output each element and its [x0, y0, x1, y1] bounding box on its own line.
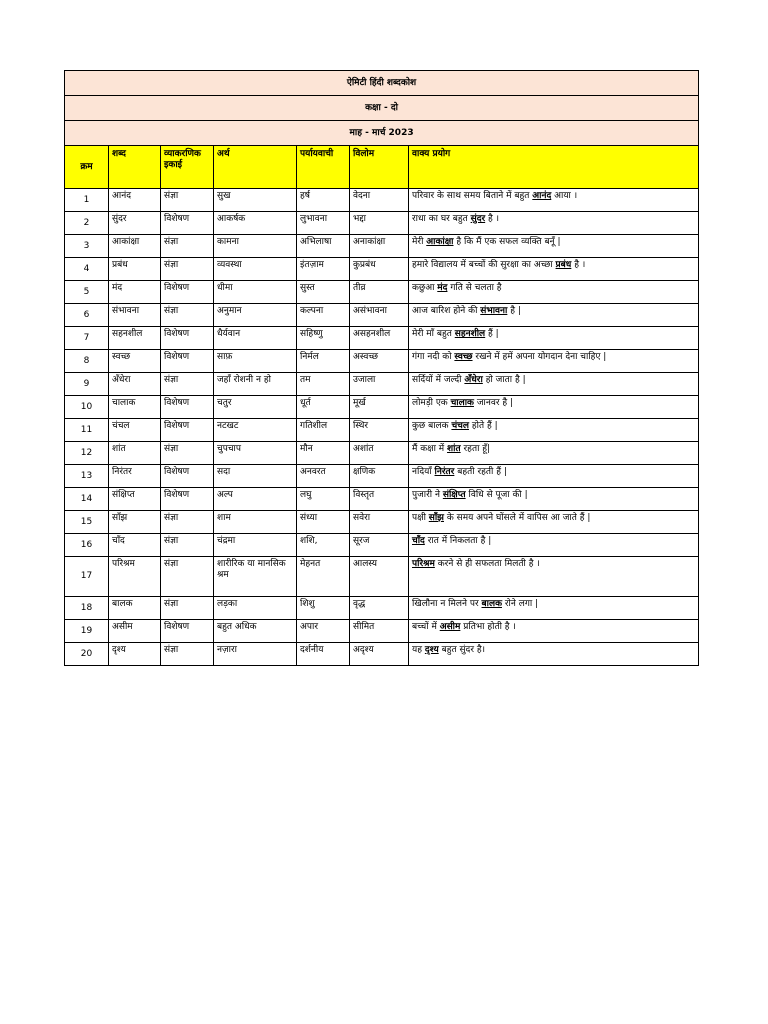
- table-row: [65, 620, 699, 643]
- sentence-text: पुजारी ने: [412, 490, 443, 500]
- grammar-unit-cell: विशेषण: [161, 212, 214, 235]
- table-row: [65, 643, 699, 666]
- serial-cell: 18: [65, 597, 109, 620]
- meaning-cell: चुपचाप: [214, 442, 297, 465]
- class-label: कक्षा - दो: [65, 96, 699, 121]
- serial-cell: 3: [65, 235, 109, 258]
- table-row: [65, 212, 699, 235]
- table-row: [65, 419, 699, 442]
- highlighted-word: संक्षिप्त: [442, 490, 466, 500]
- word-cell: आनंद: [109, 189, 161, 212]
- meaning-cell: साफ़: [214, 350, 297, 373]
- antonym-cell: वेदना: [350, 189, 409, 212]
- sentence-text: के समय अपने घोंसले में वापिस आ जाते हैं |: [444, 513, 591, 523]
- highlighted-word: चालाक: [450, 398, 474, 408]
- sentence-cell: [409, 557, 699, 597]
- header-row: [65, 146, 699, 189]
- antonym-cell: सूरज: [350, 534, 409, 557]
- word-cell: चालाक: [109, 396, 161, 419]
- table-row: [65, 327, 699, 350]
- highlighted-word: आनंद: [532, 191, 552, 201]
- sentence-text: गति से चलता है: [447, 283, 502, 293]
- grammar-unit-cell: संज्ञा: [161, 373, 214, 396]
- highlighted-word: चंचल: [451, 421, 469, 431]
- word-cell: शांत: [109, 442, 161, 465]
- highlighted-word: निरंतर: [434, 467, 455, 477]
- highlighted-word: आकांक्षा: [426, 237, 454, 247]
- word-cell: दृश्य: [109, 643, 161, 666]
- sentence-cell: [409, 212, 699, 235]
- antonym-cell: उजाला: [350, 373, 409, 396]
- sentence-text: रखने में हमें अपना योगदान देना चाहिए |: [472, 352, 607, 362]
- word-cell: अँधेरा: [109, 373, 161, 396]
- highlighted-word: दृश्य: [424, 645, 439, 655]
- grammar-unit-cell: विशेषण: [161, 419, 214, 442]
- table-row: [65, 189, 699, 212]
- grammar-unit-cell: विशेषण: [161, 488, 214, 511]
- highlighted-word: शांत: [447, 444, 461, 454]
- synonym-cell: अभिलाषा: [297, 235, 350, 258]
- sentence-text: बहती रहती हैं |: [454, 467, 507, 477]
- meaning-cell: धीमा: [214, 281, 297, 304]
- serial-cell: 14: [65, 488, 109, 511]
- sentence-text: मैं कक्षा में: [412, 444, 448, 454]
- sentence-text: हैं |: [485, 329, 499, 339]
- highlighted-word: सहनशील: [454, 329, 486, 339]
- grammar-unit-cell: संज्ञा: [161, 189, 214, 212]
- antonym-cell: आलस्य: [350, 557, 409, 597]
- sentence-cell: [409, 511, 699, 534]
- antonym-cell: विस्तृत: [350, 488, 409, 511]
- dictionary-title: ऐमिटी हिंदी शब्दकोश: [65, 71, 699, 96]
- meaning-cell: धैर्यवान: [214, 327, 297, 350]
- sentence-text: परिवार के साथ समय बिताने में बहुत: [412, 191, 533, 201]
- antonym-cell: असहनशील: [350, 327, 409, 350]
- grammar-unit-cell: संज्ञा: [161, 534, 214, 557]
- synonym-cell: लघु: [297, 488, 350, 511]
- sentence-text: होते हैं |: [468, 421, 498, 431]
- sentence-cell: [409, 258, 699, 281]
- sentence-text: जानवर है |: [473, 398, 514, 408]
- synonym-cell: लुभावना: [297, 212, 350, 235]
- sentence-text: है ।: [485, 214, 500, 224]
- antonym-cell: असंभावना: [350, 304, 409, 327]
- grammar-unit-cell: विशेषण: [161, 327, 214, 350]
- sentence-text: हो जाता है |: [482, 375, 526, 385]
- antonym-cell: सीमित: [350, 620, 409, 643]
- grammar-unit-cell: संज्ञा: [161, 258, 214, 281]
- serial-cell: 13: [65, 465, 109, 488]
- table-row: [65, 597, 699, 620]
- highlighted-word: साँझ: [428, 513, 444, 523]
- serial-cell: 6: [65, 304, 109, 327]
- serial-cell: 19: [65, 620, 109, 643]
- meaning-cell: चंद्रमा: [214, 534, 297, 557]
- meaning-cell: शाम: [214, 511, 297, 534]
- table-body: [65, 71, 699, 666]
- table-row: [65, 304, 699, 327]
- highlighted-word: प्रबंध: [555, 260, 572, 270]
- serial-cell: 17: [65, 557, 109, 597]
- header-grammar-unit: व्याकरणिक इकाई: [161, 146, 214, 189]
- highlighted-word: सुंदर: [470, 214, 486, 224]
- sentence-cell: [409, 465, 699, 488]
- grammar-unit-cell: विशेषण: [161, 281, 214, 304]
- meaning-cell: नटखट: [214, 419, 297, 442]
- word-cell: चाँद: [109, 534, 161, 557]
- antonym-cell: वृद्ध: [350, 597, 409, 620]
- synonym-cell: मौन: [297, 442, 350, 465]
- header-sentence: वाक्य प्रयोग: [409, 146, 699, 189]
- grammar-unit-cell: विशेषण: [161, 620, 214, 643]
- antonym-cell: अनाकांक्षा: [350, 235, 409, 258]
- meaning-cell: कामना: [214, 235, 297, 258]
- grammar-unit-cell: विशेषण: [161, 465, 214, 488]
- synonym-cell: मेहनत: [297, 557, 350, 597]
- table-row: [65, 258, 699, 281]
- synonym-cell: इंतज़ाम: [297, 258, 350, 281]
- serial-cell: 12: [65, 442, 109, 465]
- antonym-cell: मूर्ख: [350, 396, 409, 419]
- sentence-text: विधि से पूजा की |: [465, 490, 528, 500]
- serial-cell: 5: [65, 281, 109, 304]
- highlighted-word: संभावना: [480, 306, 508, 316]
- class-row: [65, 96, 699, 121]
- sentence-cell: [409, 534, 699, 557]
- meaning-cell: अल्प: [214, 488, 297, 511]
- header-word: शब्द: [109, 146, 161, 189]
- sentence-cell: [409, 419, 699, 442]
- grammar-unit-cell: संज्ञा: [161, 557, 214, 597]
- highlighted-word: अँधेरा: [464, 375, 483, 385]
- synonym-cell: धूर्त: [297, 396, 350, 419]
- sentence-cell: [409, 327, 699, 350]
- sentence-text: बच्चों में: [412, 622, 440, 632]
- synonym-cell: अपार: [297, 620, 350, 643]
- table-row: [65, 534, 699, 557]
- table-row: [65, 442, 699, 465]
- serial-cell: 8: [65, 350, 109, 373]
- month-label: माह - मार्च 2023: [65, 121, 699, 146]
- table-row: [65, 557, 699, 597]
- sentence-cell: [409, 235, 699, 258]
- highlighted-word: परिश्रम: [412, 559, 435, 569]
- grammar-unit-cell: विशेषण: [161, 350, 214, 373]
- antonym-cell: स्थिर: [350, 419, 409, 442]
- meaning-cell: सुख: [214, 189, 297, 212]
- word-cell: सुंदर: [109, 212, 161, 235]
- sentence-text: गंगा नदी को: [412, 352, 455, 362]
- synonym-cell: कल्पना: [297, 304, 350, 327]
- sentence-text: हमारे विद्यालय में बच्चों की सुरक्षा का अच्छा: [412, 260, 556, 270]
- serial-cell: 16: [65, 534, 109, 557]
- word-cell: संक्षिप्त: [109, 488, 161, 511]
- word-cell: संभावना: [109, 304, 161, 327]
- highlighted-word: असीम: [439, 622, 461, 632]
- table-row: [65, 396, 699, 419]
- antonym-cell: अशांत: [350, 442, 409, 465]
- sentence-text: प्रतिभा होती है ।: [460, 622, 516, 632]
- meaning-cell: बहुत अधिक: [214, 620, 297, 643]
- word-cell: प्रबंध: [109, 258, 161, 281]
- antonym-cell: भद्दा: [350, 212, 409, 235]
- sentence-text: खिलौना न मिलने पर: [412, 599, 482, 609]
- word-cell: बालक: [109, 597, 161, 620]
- sentence-text: है कि मैं एक सफल व्यक्ति बनूँ |: [453, 237, 561, 247]
- table-row: [65, 350, 699, 373]
- header-antonym: विलोम: [350, 146, 409, 189]
- table-row: [65, 511, 699, 534]
- sentence-text: है ।: [571, 260, 586, 270]
- meaning-cell: अनुमान: [214, 304, 297, 327]
- word-cell: सहनशील: [109, 327, 161, 350]
- serial-cell: 9: [65, 373, 109, 396]
- vocabulary-table: [64, 70, 699, 666]
- table-row: [65, 488, 699, 511]
- serial-cell: 11: [65, 419, 109, 442]
- grammar-unit-cell: विशेषण: [161, 396, 214, 419]
- sentence-text: बहुत सुंदर है।: [438, 645, 486, 655]
- highlighted-word: चाँद: [412, 536, 425, 546]
- sentence-cell: [409, 488, 699, 511]
- meaning-cell: शारीरिक या मानसिक श्रम: [214, 557, 297, 597]
- sentence-text: राधा का घर बहुत: [412, 214, 471, 224]
- title-row: [65, 71, 699, 96]
- synonym-cell: सुस्त: [297, 281, 350, 304]
- antonym-cell: क्षणिक: [350, 465, 409, 488]
- serial-cell: 10: [65, 396, 109, 419]
- sentence-cell: [409, 304, 699, 327]
- sentence-cell: [409, 620, 699, 643]
- grammar-unit-cell: संज्ञा: [161, 643, 214, 666]
- sentence-text: रात में निकलता है |: [424, 536, 492, 546]
- header-synonym: पर्यायवाची: [297, 146, 350, 189]
- synonym-cell: अनवरत: [297, 465, 350, 488]
- antonym-cell: अस्वच्छ: [350, 350, 409, 373]
- grammar-unit-cell: संज्ञा: [161, 235, 214, 258]
- antonym-cell: कुप्रबंध: [350, 258, 409, 281]
- serial-cell: 4: [65, 258, 109, 281]
- header-meaning: अर्थ: [214, 146, 297, 189]
- sentence-text: करने से ही सफलता मिलती है ।: [434, 559, 540, 569]
- sentence-cell: [409, 442, 699, 465]
- word-cell: साँझ: [109, 511, 161, 534]
- serial-cell: 20: [65, 643, 109, 666]
- sentence-text: आया ।: [551, 191, 578, 201]
- highlighted-word: बालक: [481, 599, 502, 609]
- meaning-cell: सदा: [214, 465, 297, 488]
- month-row: [65, 121, 699, 146]
- word-cell: निरंतर: [109, 465, 161, 488]
- synonym-cell: तम: [297, 373, 350, 396]
- synonym-cell: संध्या: [297, 511, 350, 534]
- serial-cell: 1: [65, 189, 109, 212]
- table-row: [65, 281, 699, 304]
- meaning-cell: जहाँ रोशनी न हो: [214, 373, 297, 396]
- sentence-text: नदियाँ: [412, 467, 435, 477]
- antonym-cell: सवेरा: [350, 511, 409, 534]
- sentence-text: सर्दियों में जल्दी: [412, 375, 465, 385]
- serial-cell: 15: [65, 511, 109, 534]
- sentence-cell: [409, 597, 699, 620]
- table-row: [65, 373, 699, 396]
- antonym-cell: अदृश्य: [350, 643, 409, 666]
- meaning-cell: चतुर: [214, 396, 297, 419]
- highlighted-word: मंद: [437, 283, 448, 293]
- sentence-text: लोमड़ी एक: [412, 398, 451, 408]
- synonym-cell: दर्शनीय: [297, 643, 350, 666]
- meaning-cell: व्यवस्था: [214, 258, 297, 281]
- antonym-cell: तीव्र: [350, 281, 409, 304]
- word-cell: स्वच्छ: [109, 350, 161, 373]
- word-cell: असीम: [109, 620, 161, 643]
- grammar-unit-cell: संज्ञा: [161, 597, 214, 620]
- word-cell: चंचल: [109, 419, 161, 442]
- grammar-unit-cell: संज्ञा: [161, 442, 214, 465]
- sentence-text: कुछ बालक: [412, 421, 452, 431]
- sentence-cell: [409, 643, 699, 666]
- highlighted-word: स्वच्छ: [454, 352, 473, 362]
- synonym-cell: शशि,: [297, 534, 350, 557]
- meaning-cell: नज़ारा: [214, 643, 297, 666]
- synonym-cell: गतिशील: [297, 419, 350, 442]
- sentence-cell: [409, 189, 699, 212]
- word-cell: परिश्रम: [109, 557, 161, 597]
- grammar-unit-cell: संज्ञा: [161, 511, 214, 534]
- sentence-text: कछुआ: [412, 283, 438, 293]
- sentence-text: रहता हूँ|: [460, 444, 491, 454]
- word-cell: आकांक्षा: [109, 235, 161, 258]
- header-serial: क्रम: [65, 146, 109, 189]
- table-row: [65, 235, 699, 258]
- sentence-cell: [409, 373, 699, 396]
- sentence-text: है |: [507, 306, 521, 316]
- sentence-text: मेरी: [412, 237, 427, 247]
- sentence-text: पक्षी: [412, 513, 429, 523]
- synonym-cell: सहिष्णु: [297, 327, 350, 350]
- synonym-cell: हर्ष: [297, 189, 350, 212]
- sentence-text: मेरी माँ बहुत: [412, 329, 455, 339]
- meaning-cell: आकर्षक: [214, 212, 297, 235]
- sentence-text: यह: [412, 645, 425, 655]
- table-row: [65, 465, 699, 488]
- synonym-cell: निर्मल: [297, 350, 350, 373]
- sentence-cell: [409, 281, 699, 304]
- serial-cell: 2: [65, 212, 109, 235]
- word-cell: मंद: [109, 281, 161, 304]
- sentence-text: रोने लगा |: [501, 599, 539, 609]
- meaning-cell: लड़का: [214, 597, 297, 620]
- sentence-cell: [409, 350, 699, 373]
- grammar-unit-cell: संज्ञा: [161, 304, 214, 327]
- sentence-text: आज बारिश होने की: [412, 306, 481, 316]
- synonym-cell: शिशु: [297, 597, 350, 620]
- sentence-cell: [409, 396, 699, 419]
- serial-cell: 7: [65, 327, 109, 350]
